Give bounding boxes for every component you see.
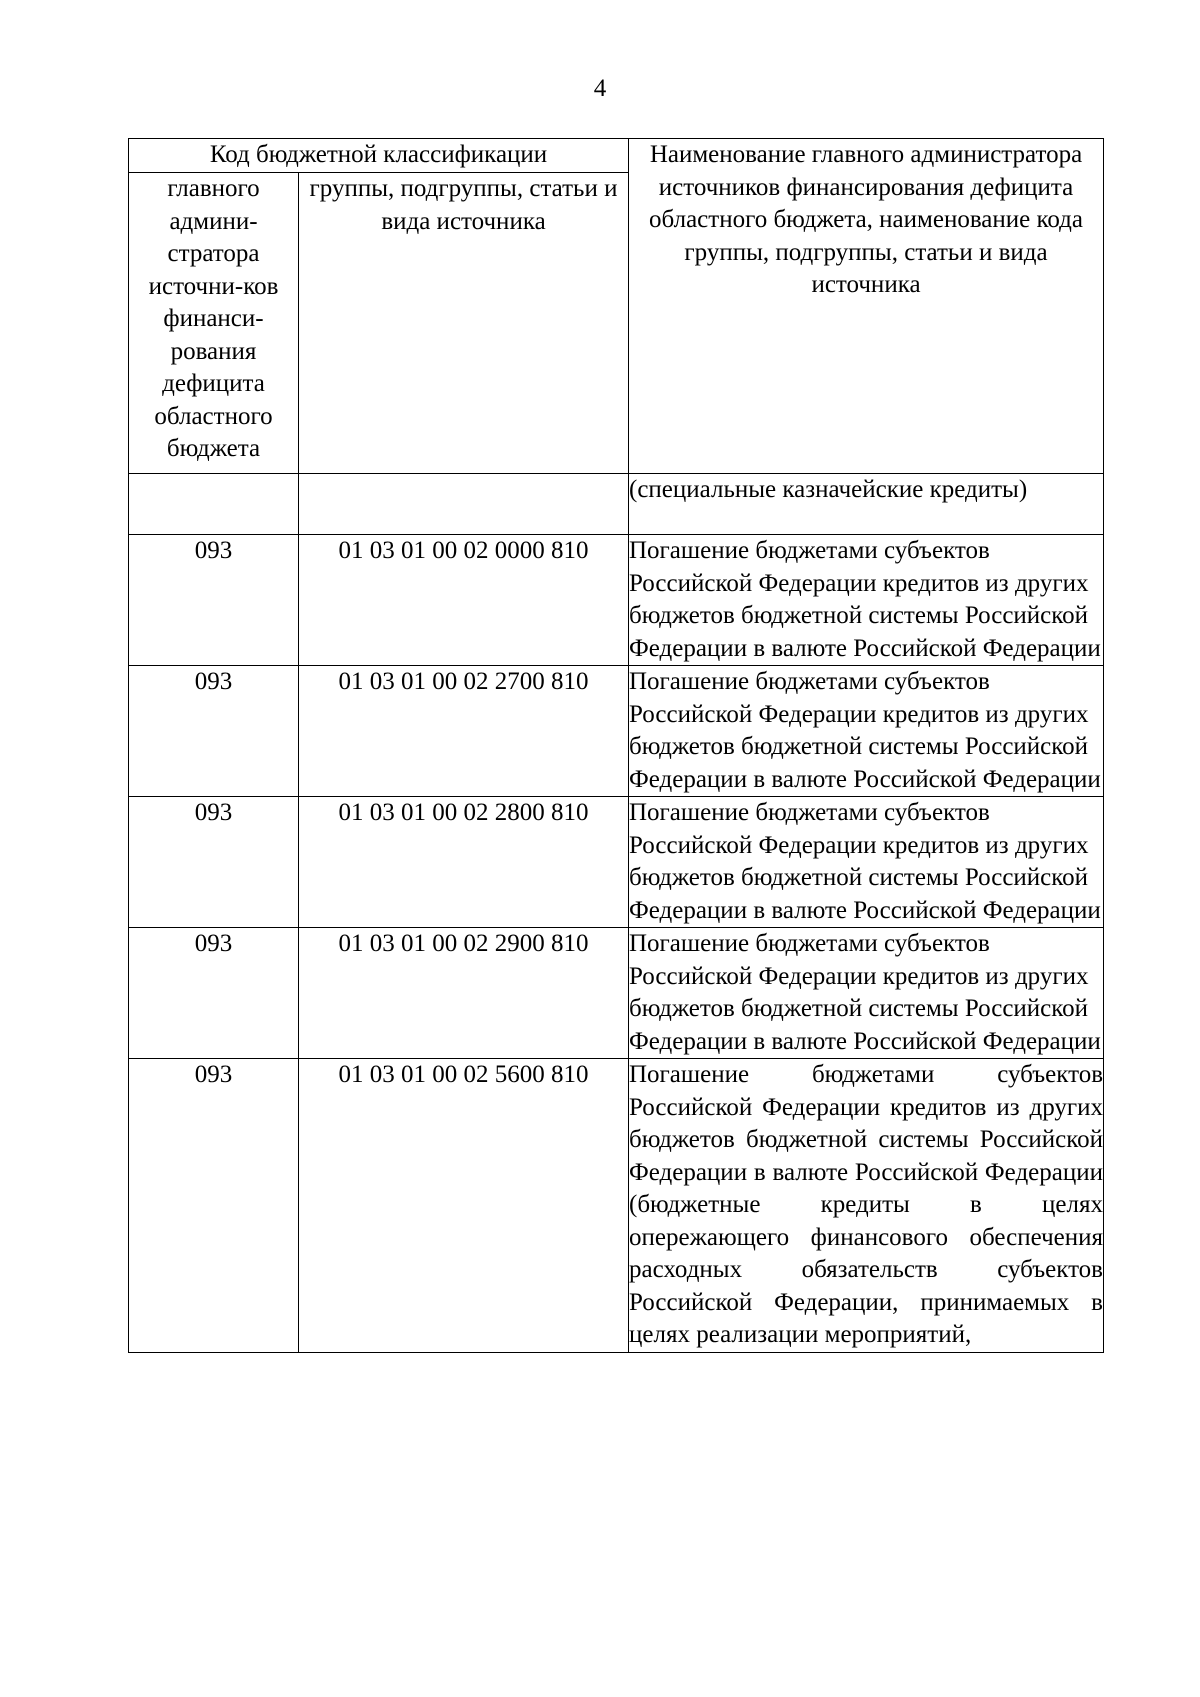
admin-code-cell: 093 xyxy=(129,535,299,666)
page-number: 4 xyxy=(593,75,607,102)
table-row xyxy=(129,666,1104,797)
source-code-cell: 01 03 01 00 02 2900 810 xyxy=(299,928,629,1059)
admin-code-cell: 093 xyxy=(129,797,299,928)
source-code-cell: 01 03 01 00 02 2800 810 xyxy=(299,797,629,928)
table-row xyxy=(129,797,1104,928)
table-row xyxy=(129,535,1104,666)
source-code-cell: 01 03 01 00 02 2700 810 xyxy=(299,666,629,797)
table-row-continuation xyxy=(129,474,1104,535)
source-code-cell xyxy=(299,474,629,535)
source-name-cell: Погашение бюджетами субъектов Российской Федерации кредитов из других бюджетов бюджетной системы Российской Федерации в валюте Российской Федерации xyxy=(629,535,1104,666)
header-admin: главного админи-стратора источни-ков финанси-рования дефицита областного бюджета xyxy=(129,173,299,474)
budget-classification-table xyxy=(128,138,1104,1353)
source-code-cell: 01 03 01 00 02 0000 810 xyxy=(299,535,629,666)
header-budget-code: Код бюджетной классификации xyxy=(129,139,629,173)
source-name-cell: Погашение бюджетами субъектов Российской Федерации кредитов из других бюджетов бюджетной системы Российской Федерации в валюте Российской Федерации xyxy=(629,797,1104,928)
source-name-cell: (специальные казначейские кредиты) xyxy=(629,474,1104,535)
header-group: группы, подгруппы, статьи и вида источника xyxy=(299,173,629,474)
source-code-cell: 01 03 01 00 02 5600 810 xyxy=(299,1059,629,1353)
header-name: Наименование главного администратора источников финансирования дефицита областного бюджета, наименование кода группы, подгруппы, статьи и вида источника xyxy=(629,139,1104,474)
admin-code-cell xyxy=(129,474,299,535)
source-name-cell: Погашение бюджетами субъектов Российской Федерации кредитов из других бюджетов бюджетной системы Российской Федерации в валюте Российской Федерации (бюджетные кредиты в целях опережающего финансового обеспечения расходных обязательств субъектов Российской Федерации, принимаемых в целях реализации мероприятий, xyxy=(629,1059,1104,1353)
admin-code-cell: 093 xyxy=(129,928,299,1059)
header-row-top xyxy=(129,139,1104,173)
source-name-cell: Погашение бюджетами субъектов Российской Федерации кредитов из других бюджетов бюджетной системы Российской Федерации в валюте Российской Федерации xyxy=(629,666,1104,797)
admin-code-cell: 093 xyxy=(129,666,299,797)
table-row xyxy=(129,1059,1104,1353)
source-name-cell: Погашение бюджетами субъектов Российской Федерации кредитов из других бюджетов бюджетной системы Российской Федерации в валюте Российской Федерации xyxy=(629,928,1104,1059)
table-row xyxy=(129,928,1104,1059)
admin-code-cell: 093 xyxy=(129,1059,299,1353)
